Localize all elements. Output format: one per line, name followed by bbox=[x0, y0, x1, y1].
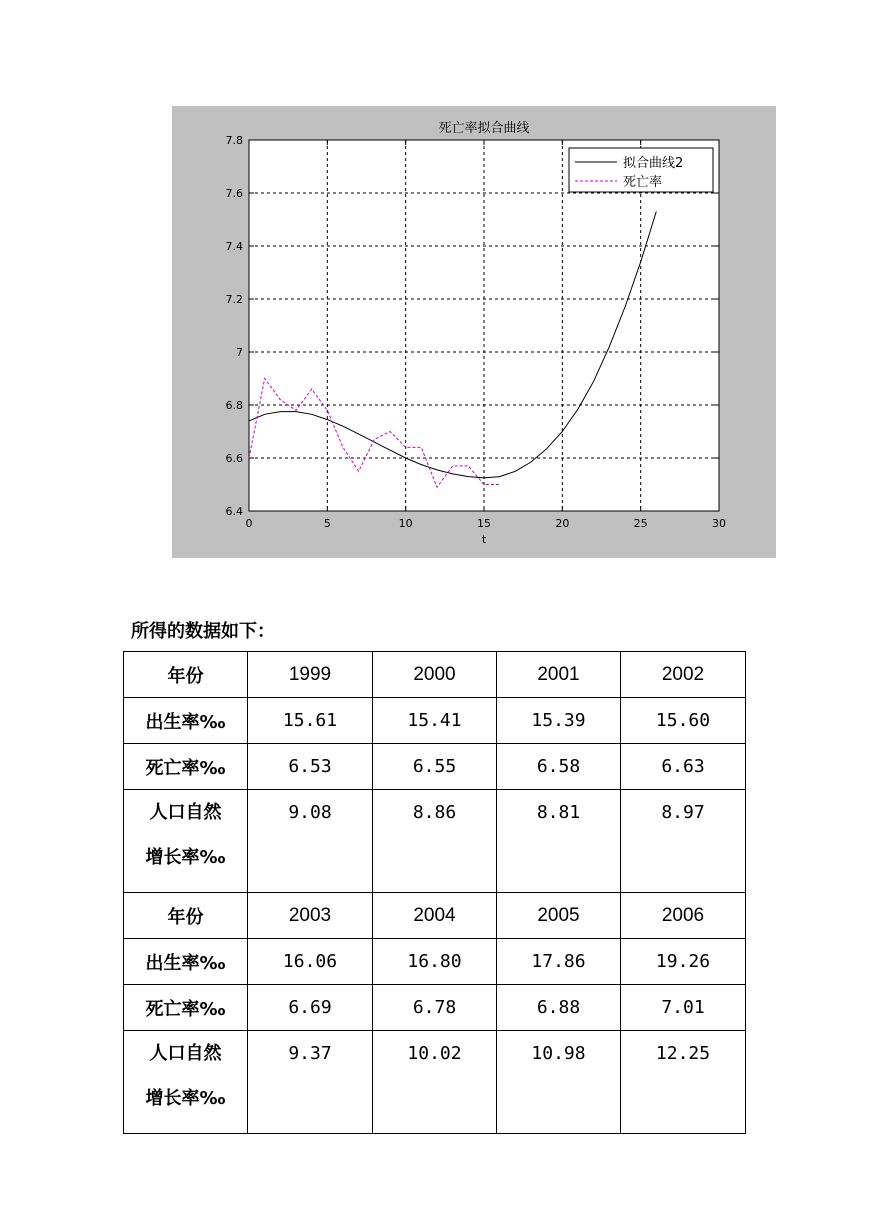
row-header: 年份 bbox=[124, 893, 248, 939]
x-axis-label: t bbox=[481, 533, 487, 546]
row-header: 年份 bbox=[124, 652, 248, 698]
value-cell: 16.80 bbox=[373, 939, 497, 985]
legend-label: 死亡率 bbox=[623, 175, 663, 190]
legend-label: 拟合曲线2 bbox=[623, 156, 684, 171]
y-tick-label: 7.8 bbox=[225, 134, 243, 147]
value-cell: 8.86 bbox=[373, 790, 497, 893]
chart-svg bbox=[172, 106, 776, 558]
value-cell: 8.97 bbox=[621, 790, 746, 893]
value-cell: 6.58 bbox=[497, 744, 621, 790]
x-tick-label: 5 bbox=[323, 517, 331, 530]
value-cell: 6.78 bbox=[373, 985, 497, 1031]
year-cell: 1999 bbox=[248, 652, 373, 698]
table-row bbox=[124, 744, 746, 790]
value-cell: 8.81 bbox=[497, 790, 621, 893]
row-header: 死亡率‰ bbox=[124, 985, 248, 1031]
value-cell: 7.01 bbox=[621, 985, 746, 1031]
data-table bbox=[123, 651, 746, 1134]
value-cell: 6.69 bbox=[248, 985, 373, 1031]
y-tick-label: 6.4 bbox=[225, 505, 243, 518]
x-tick-label: 25 bbox=[633, 517, 648, 530]
table-row bbox=[124, 652, 746, 698]
year-cell: 2000 bbox=[373, 652, 497, 698]
year-cell: 2002 bbox=[621, 652, 746, 698]
y-tick-label: 7 bbox=[236, 346, 243, 359]
value-cell: 15.61 bbox=[248, 698, 373, 744]
x-tick-label: 30 bbox=[712, 517, 726, 530]
value-cell: 19.26 bbox=[621, 939, 746, 985]
row-header: 人口自然 增长率‰ bbox=[124, 1031, 248, 1134]
table-row bbox=[124, 893, 746, 939]
chart-title: 死亡率拟合曲线 bbox=[438, 121, 530, 136]
year-cell: 2001 bbox=[497, 652, 621, 698]
chart-figure bbox=[172, 106, 776, 558]
value-cell: 15.60 bbox=[621, 698, 746, 744]
y-tick-label: 7.6 bbox=[225, 187, 243, 200]
y-tick-label: 6.8 bbox=[225, 399, 243, 412]
x-tick-label: 0 bbox=[245, 517, 253, 530]
value-cell: 6.53 bbox=[248, 744, 373, 790]
value-cell: 9.37 bbox=[248, 1031, 373, 1134]
caption: 所得的数据如下： bbox=[131, 621, 275, 642]
y-tick-label: 6.6 bbox=[225, 452, 243, 465]
value-cell: 10.98 bbox=[497, 1031, 621, 1134]
value-cell: 6.55 bbox=[373, 744, 497, 790]
x-tick-label: 20 bbox=[555, 517, 570, 530]
value-cell: 10.02 bbox=[373, 1031, 497, 1134]
y-tick-label: 7.2 bbox=[225, 293, 243, 306]
table-row bbox=[124, 985, 746, 1031]
year-cell: 2003 bbox=[248, 893, 373, 939]
row-header: 出生率‰ bbox=[124, 698, 248, 744]
year-cell: 2006 bbox=[621, 893, 746, 939]
value-cell: 15.41 bbox=[373, 698, 497, 744]
value-cell: 16.06 bbox=[248, 939, 373, 985]
year-cell: 2004 bbox=[373, 893, 497, 939]
x-tick-label: 10 bbox=[398, 517, 413, 530]
x-tick-label: 15 bbox=[477, 517, 491, 530]
value-cell: 12.25 bbox=[621, 1031, 746, 1134]
row-header: 人口自然 增长率‰ bbox=[124, 790, 248, 893]
year-cell: 2005 bbox=[497, 893, 621, 939]
y-tick-label: 7.4 bbox=[225, 240, 243, 253]
value-cell: 15.39 bbox=[497, 698, 621, 744]
table-row bbox=[124, 939, 746, 985]
row-header: 死亡率‰ bbox=[124, 744, 248, 790]
table-row bbox=[124, 790, 746, 893]
table-row bbox=[124, 1031, 746, 1134]
value-cell: 6.63 bbox=[621, 744, 746, 790]
row-header: 出生率‰ bbox=[124, 939, 248, 985]
value-cell: 9.08 bbox=[248, 790, 373, 893]
value-cell: 6.88 bbox=[497, 985, 621, 1031]
table-row bbox=[124, 698, 746, 744]
value-cell: 17.86 bbox=[497, 939, 621, 985]
